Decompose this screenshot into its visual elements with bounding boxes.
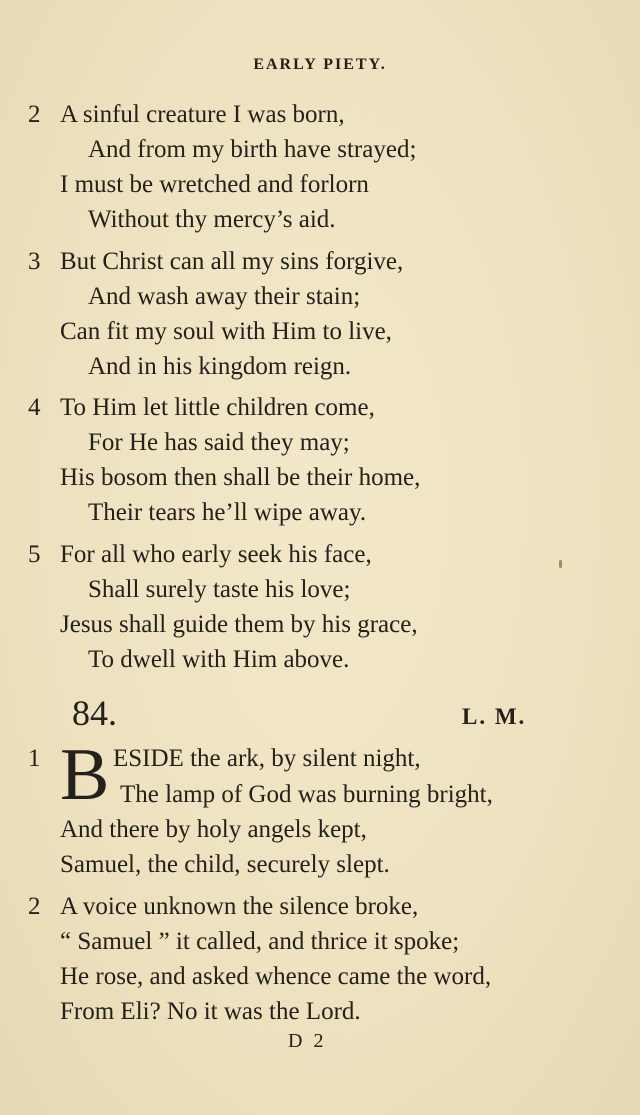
hymn-meter: L. M. (462, 704, 527, 729)
stanza-number: 3 (28, 248, 41, 275)
verse-line: “ Samuel ” it called, and thrice it spoke; (60, 928, 460, 955)
stanza-number: 4 (28, 394, 41, 421)
verse-line: From Eli? No it was the Lord. (60, 998, 361, 1025)
verse-line: Can fit my soul with Him to live, (60, 318, 392, 345)
verse-line: And there by holy angels kept, (60, 816, 367, 843)
verse-line: The lamp of God was burning bright, (120, 781, 493, 808)
verse-line: To Him let little children come, (60, 394, 375, 421)
paper-speck (559, 560, 562, 568)
verse-line: I must be wretched and forlorn (60, 171, 369, 198)
hymn-number: 84. (72, 693, 117, 733)
verse-line: ESIDE the ark, by silent night, (113, 745, 421, 772)
verse-line: Shall surely taste his love; (88, 576, 351, 603)
stanza-number: 2 (28, 101, 41, 128)
verse-line: And from my birth have strayed; (88, 136, 417, 163)
verse-line: For all who early seek his face, (60, 541, 372, 568)
verse-line: Without thy mercy’s aid. (88, 206, 336, 233)
verse-line: Jesus shall guide them by his grace, (60, 611, 418, 638)
verse-line: But Christ can all my sins forgive, (60, 248, 404, 275)
verse-line: He rose, and asked whence came the word, (60, 963, 492, 990)
stanza-number: 1 (28, 745, 41, 772)
verse-line: A voice unknown the silence broke, (60, 893, 419, 920)
verse-line: His bosom then shall be their home, (60, 464, 421, 491)
verse-line: And in his kingdom reign. (88, 353, 352, 380)
verse-line: Their tears he’ll wipe away. (88, 499, 367, 526)
verse-line: For He has said they may; (88, 429, 350, 456)
stanza-number: 5 (28, 541, 41, 568)
running-head: EARLY PIETY. (253, 56, 387, 73)
stanza-number: 2 (28, 893, 41, 920)
signature-mark: D 2 (288, 1030, 327, 1052)
verse-line: A sinful creature I was born, (60, 101, 345, 128)
verse-line: And wash away their stain; (88, 283, 361, 310)
verse-line: Samuel, the child, securely slept. (60, 851, 390, 878)
drop-cap: B (60, 734, 110, 816)
verse-line: To dwell with Him above. (88, 646, 350, 673)
